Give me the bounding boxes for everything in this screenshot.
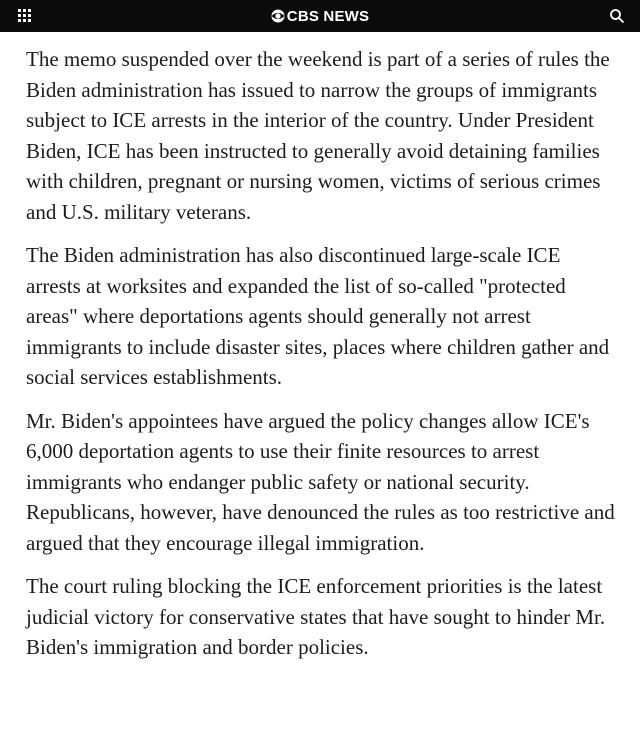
article-body: [26, 44, 618, 676]
brand-name: CBS NEWS: [286, 7, 370, 25]
article-paragraph: The court ruling blocking the ICE enforcement priorities is the latest judicial victory for conservative states that have sought to hinder Mr. Biden's immigration and border policies.: [26, 574, 606, 659]
article-paragraph: The Biden administration has also discontinued large-scale ICE arrests at worksites and expanded the list of so-called "protected areas" where deportations agents should generally not arrest immigrants to include disaster sites, places where children gather and social services establishments.: [26, 243, 610, 389]
cbs-news-logo[interactable]: [271, 8, 369, 25]
top-navigation-bar: [0, 0, 640, 32]
article-paragraph: Mr. Biden's appointees have argued the policy changes allow ICE's 6,000 deportation agents to use their finite resources to arrest immigrants who endanger public safety or national security. Republicans, however, have denounced the rules as too restrictive and argued that they encourage illegal immigration.: [26, 408, 615, 555]
article-paragraph: The memo suspended over the weekend is part of a series of rules the Biden administration has issued to narrow the groups of immigrants subject to ICE arrests in the interior of the country. Under President Biden, ICE has been instructed to generally avoid detaining families with children, pregnant or nursing women, victims of serious crimes and U.S. military veterans.: [26, 47, 610, 224]
grid-menu-icon[interactable]: [18, 9, 32, 23]
cbs-eye-icon: [271, 9, 285, 23]
search-icon[interactable]: [608, 7, 626, 25]
